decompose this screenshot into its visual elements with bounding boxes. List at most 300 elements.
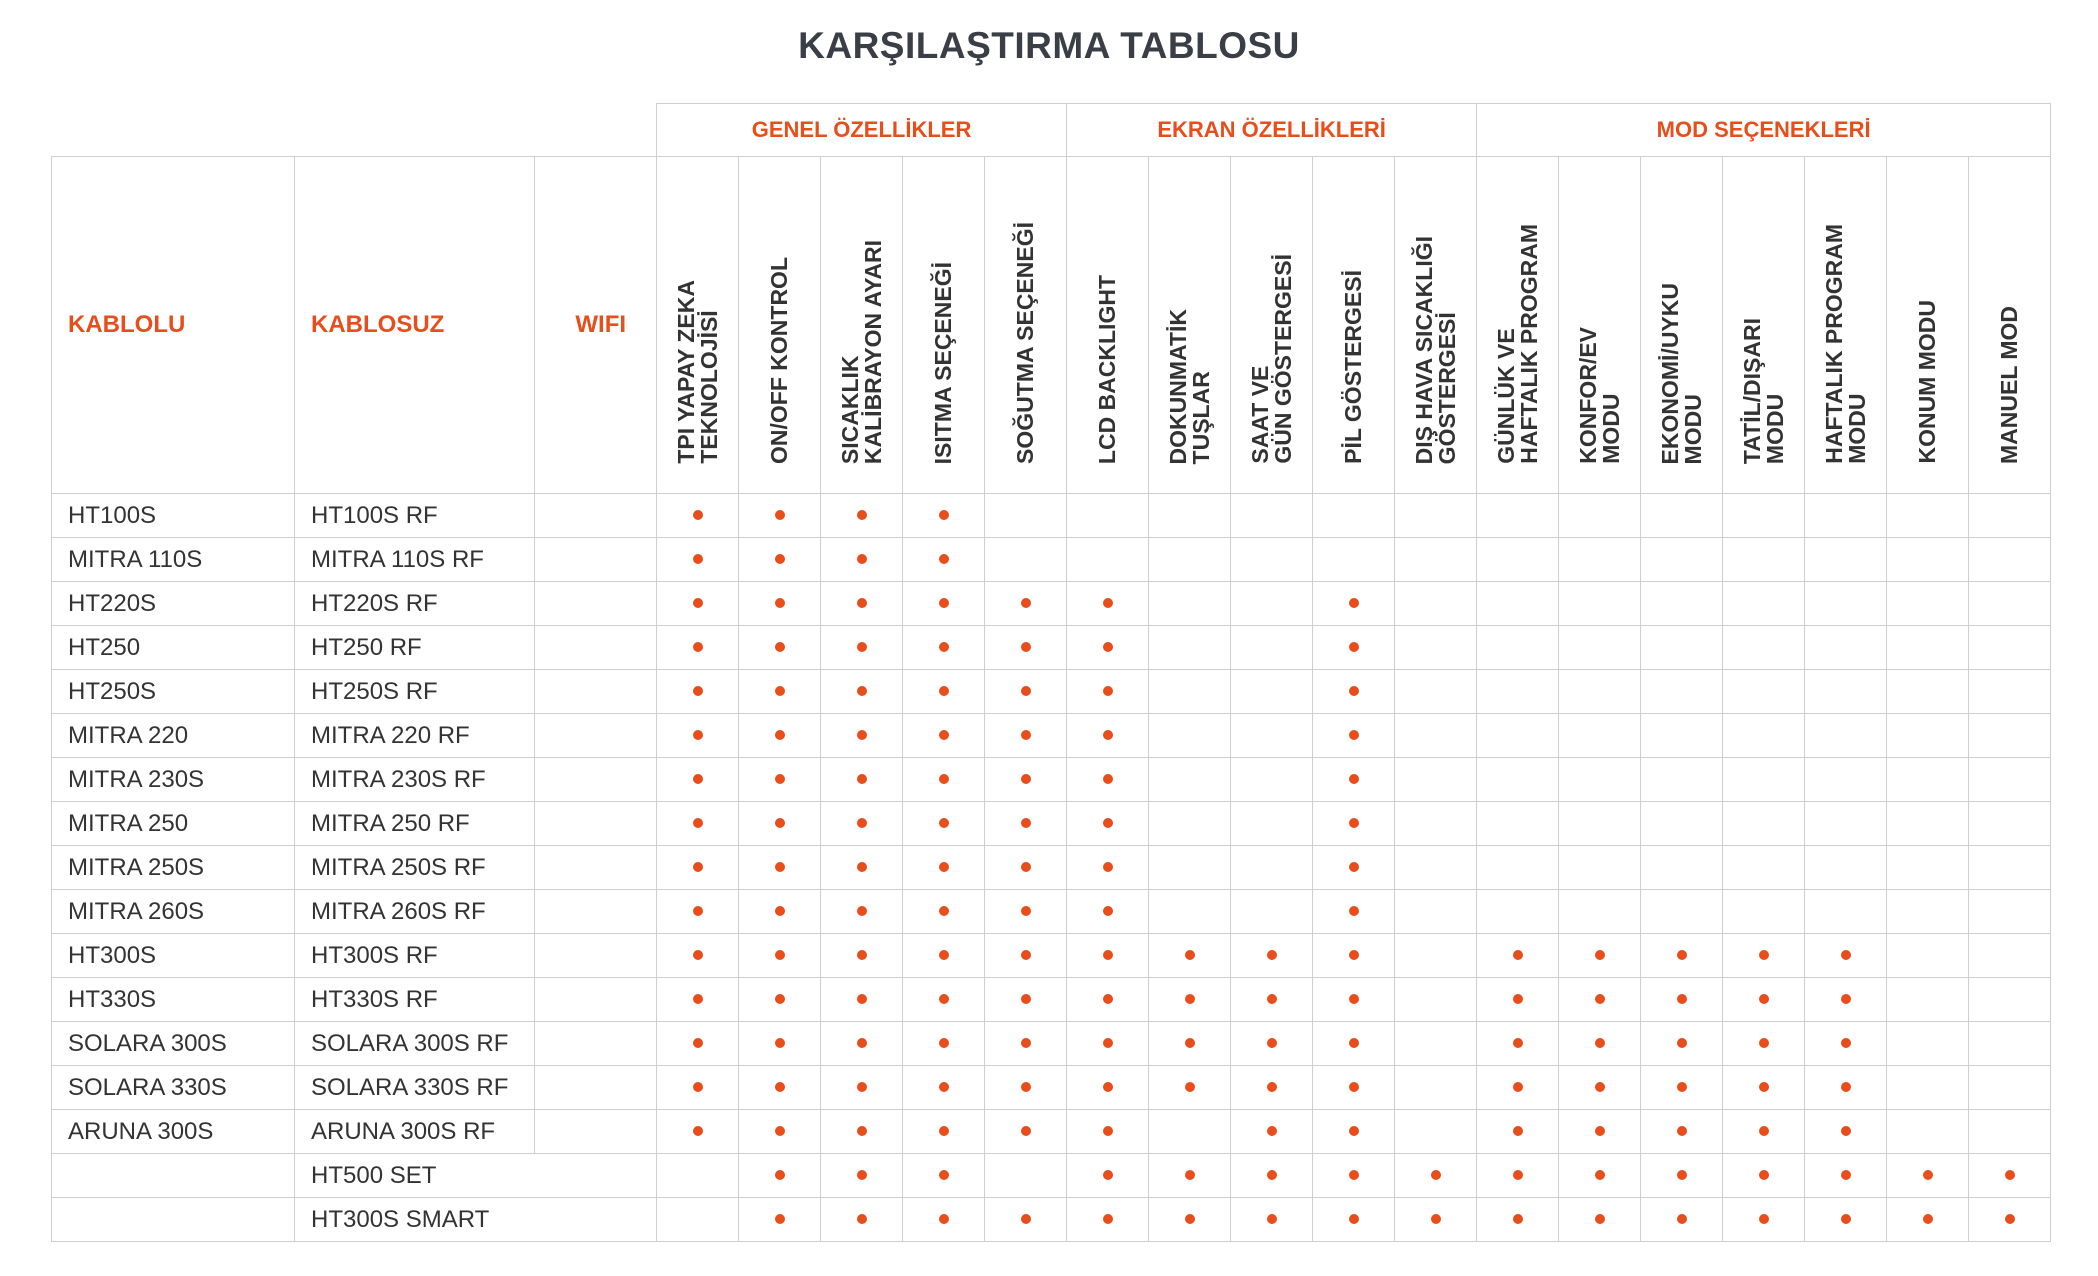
feature-cell (821, 802, 903, 846)
feature-dot-icon (1595, 994, 1605, 1004)
feature-cell (1477, 1022, 1559, 1066)
feature-dot-icon (1021, 730, 1031, 740)
feature-dot-icon (1021, 686, 1031, 696)
header-blank (52, 104, 657, 157)
feature-dot-icon (775, 730, 785, 740)
feature-header (1723, 157, 1805, 494)
table-row (52, 758, 2051, 802)
feature-cell (985, 1110, 1067, 1154)
feature-cell (1231, 670, 1313, 714)
cell-wifi (535, 758, 657, 802)
feature-dot-icon (1021, 1214, 1031, 1224)
feature-cell (1477, 890, 1559, 934)
header-wifi: WIFI (535, 157, 657, 494)
table-row (52, 494, 2051, 538)
feature-dot-icon (1349, 1214, 1359, 1224)
feature-cell (1313, 626, 1395, 670)
feature-cell (821, 1066, 903, 1110)
feature-cell (739, 1022, 821, 1066)
feature-cell (1969, 890, 2051, 934)
cell-wifi (535, 802, 657, 846)
feature-cell (1641, 1066, 1723, 1110)
feature-dot-icon (857, 1214, 867, 1224)
feature-cell (739, 494, 821, 538)
feature-cell (1559, 538, 1641, 582)
feature-cell (1395, 1154, 1477, 1198)
cell-kablosuz: ARUNA 300S RF (295, 1110, 535, 1154)
feature-dot-icon (775, 1170, 785, 1180)
feature-cell (1723, 714, 1805, 758)
feature-dot-icon (1923, 1170, 1933, 1180)
feature-cell (1887, 802, 1969, 846)
feature-dot-icon (1759, 1038, 1769, 1048)
feature-cell (1231, 626, 1313, 670)
feature-dot-icon (775, 950, 785, 960)
cell-kablolu: MITRA 110S (52, 538, 295, 582)
feature-dot-icon (939, 642, 949, 652)
feature-cell (1313, 978, 1395, 1022)
feature-cell (985, 846, 1067, 890)
feature-cell (1641, 1198, 1723, 1242)
cell-kablolu: HT100S (52, 494, 295, 538)
feature-cell (739, 802, 821, 846)
feature-dot-icon (693, 510, 703, 520)
feature-cell (1723, 934, 1805, 978)
feature-cell (1887, 890, 1969, 934)
feature-header (821, 157, 903, 494)
feature-dot-icon (775, 598, 785, 608)
feature-dot-icon (1513, 950, 1523, 960)
feature-cell (1313, 890, 1395, 934)
feature-cell (1559, 494, 1641, 538)
feature-cell (1805, 978, 1887, 1022)
feature-label: EKONOMİ/UYKU MODU (1656, 282, 1706, 464)
feature-dot-icon (857, 994, 867, 1004)
feature-cell (985, 582, 1067, 626)
feature-cell (1969, 1066, 2051, 1110)
feature-cell (1805, 758, 1887, 802)
feature-dot-icon (1021, 994, 1031, 1004)
feature-cell (985, 978, 1067, 1022)
table-row (52, 978, 2051, 1022)
feature-dot-icon (939, 1038, 949, 1048)
feature-cell (1149, 670, 1231, 714)
table-row (52, 1154, 2051, 1198)
feature-dot-icon (1021, 950, 1031, 960)
comparison-table (51, 103, 2051, 1242)
feature-cell (1641, 846, 1723, 890)
feature-label: KONFOR/EV MODU (1574, 327, 1624, 464)
cell-kablolu: HT330S (52, 978, 295, 1022)
feature-dot-icon (1021, 1126, 1031, 1136)
feature-dot-icon (1677, 950, 1687, 960)
feature-cell (739, 538, 821, 582)
feature-cell (1723, 1066, 1805, 1110)
feature-cell (1969, 494, 2051, 538)
feature-cell (1559, 1022, 1641, 1066)
feature-dot-icon (693, 818, 703, 828)
feature-dot-icon (1349, 1038, 1359, 1048)
feature-cell (657, 802, 739, 846)
feature-dot-icon (1841, 950, 1851, 960)
feature-cell (821, 1022, 903, 1066)
feature-dot-icon (1841, 1082, 1851, 1092)
feature-cell (903, 978, 985, 1022)
feature-header (903, 157, 985, 494)
feature-cell (985, 714, 1067, 758)
feature-cell (1559, 1154, 1641, 1198)
feature-cell (1313, 1198, 1395, 1242)
feature-dot-icon (1759, 950, 1769, 960)
feature-dot-icon (939, 1126, 949, 1136)
feature-cell (1887, 1066, 1969, 1110)
feature-cell (1395, 1066, 1477, 1110)
feature-cell (1969, 1022, 2051, 1066)
cell-kablolu (52, 1198, 295, 1242)
feature-cell (1805, 890, 1887, 934)
feature-cell (903, 494, 985, 538)
cell-kablolu (52, 1154, 295, 1198)
feature-dot-icon (1185, 1214, 1195, 1224)
table-row (52, 1198, 2051, 1242)
feature-cell (657, 494, 739, 538)
feature-header (739, 157, 821, 494)
feature-cell (1559, 714, 1641, 758)
table-row (52, 802, 2051, 846)
feature-dot-icon (1923, 1214, 1933, 1224)
feature-cell (1559, 1198, 1641, 1242)
feature-cell (821, 494, 903, 538)
feature-cell (657, 670, 739, 714)
feature-dot-icon (1267, 1038, 1277, 1048)
feature-cell (903, 802, 985, 846)
feature-dot-icon (775, 510, 785, 520)
feature-dot-icon (857, 510, 867, 520)
feature-header (657, 157, 739, 494)
feature-dot-icon (939, 686, 949, 696)
feature-cell (1805, 1066, 1887, 1110)
feature-cell (657, 1198, 739, 1242)
feature-dot-icon (1267, 1126, 1277, 1136)
feature-cell (1559, 846, 1641, 890)
feature-cell (1805, 934, 1887, 978)
feature-cell (821, 626, 903, 670)
feature-dot-icon (1021, 862, 1031, 872)
feature-cell (1231, 890, 1313, 934)
feature-cell (1313, 670, 1395, 714)
feature-dot-icon (1513, 1082, 1523, 1092)
feature-dot-icon (1103, 818, 1113, 828)
feature-cell (985, 1198, 1067, 1242)
feature-cell (1641, 494, 1723, 538)
feature-cell (1805, 626, 1887, 670)
feature-label: SAAT VE GÜN GÖSTERGESİ (1246, 254, 1296, 464)
feature-dot-icon (1677, 1038, 1687, 1048)
feature-label: KONUM MODU (1914, 300, 1941, 464)
cell-kablosuz: MITRA 110S RF (295, 538, 535, 582)
feature-dot-icon (1349, 950, 1359, 960)
feature-dot-icon (693, 774, 703, 784)
cell-kablolu: MITRA 260S (52, 890, 295, 934)
feature-dot-icon (1103, 1126, 1113, 1136)
feature-cell (1231, 1110, 1313, 1154)
feature-dot-icon (693, 1038, 703, 1048)
feature-cell (657, 890, 739, 934)
feature-cell (739, 890, 821, 934)
feature-cell (1395, 714, 1477, 758)
feature-dot-icon (775, 1038, 785, 1048)
feature-cell (1477, 494, 1559, 538)
feature-header (1477, 157, 1559, 494)
cell-kablosuz: MITRA 250S RF (295, 846, 535, 890)
feature-dot-icon (1595, 1038, 1605, 1048)
feature-label: SOĞUTMA SEÇENEĞİ (1012, 222, 1039, 464)
feature-cell (1067, 1066, 1149, 1110)
feature-dot-icon (1595, 1170, 1605, 1180)
feature-cell (657, 714, 739, 758)
feature-cell (1231, 582, 1313, 626)
feature-dot-icon (1841, 1038, 1851, 1048)
feature-cell (1559, 758, 1641, 802)
feature-dot-icon (1185, 1038, 1195, 1048)
feature-dot-icon (775, 686, 785, 696)
feature-dot-icon (939, 994, 949, 1004)
feature-cell (1969, 1154, 2051, 1198)
feature-cell (1641, 626, 1723, 670)
cell-kablolu: HT300S (52, 934, 295, 978)
feature-dot-icon (1103, 730, 1113, 740)
cell-kablosuz: MITRA 220 RF (295, 714, 535, 758)
feature-dot-icon (693, 862, 703, 872)
feature-cell (985, 1066, 1067, 1110)
feature-dot-icon (693, 950, 703, 960)
feature-header (1887, 157, 1969, 494)
feature-cell (1887, 626, 1969, 670)
feature-cell (1149, 1066, 1231, 1110)
feature-dot-icon (1185, 950, 1195, 960)
feature-dot-icon (1267, 994, 1277, 1004)
feature-cell (1231, 1198, 1313, 1242)
cell-kablolu: SOLARA 300S (52, 1022, 295, 1066)
feature-dot-icon (1759, 1126, 1769, 1136)
feature-cell (821, 758, 903, 802)
cell-kablolu: MITRA 250S (52, 846, 295, 890)
feature-dot-icon (1103, 642, 1113, 652)
feature-cell (1313, 846, 1395, 890)
feature-label: DOKUNMATİK TUŞLAR (1164, 308, 1214, 464)
header-kablolu: KABLOLU (52, 157, 295, 494)
cell-kablolu: ARUNA 300S (52, 1110, 295, 1154)
cell-kablosuz: HT220S RF (295, 582, 535, 626)
feature-cell (1149, 802, 1231, 846)
feature-cell (1559, 626, 1641, 670)
table-row (52, 1066, 2051, 1110)
feature-dot-icon (857, 818, 867, 828)
feature-cell (985, 802, 1067, 846)
feature-cell (1887, 494, 1969, 538)
feature-cell (1641, 582, 1723, 626)
feature-dot-icon (1513, 1126, 1523, 1136)
feature-dot-icon (775, 1214, 785, 1224)
feature-cell (1313, 582, 1395, 626)
feature-cell (821, 934, 903, 978)
feature-cell (1395, 1198, 1477, 1242)
feature-dot-icon (939, 1170, 949, 1180)
feature-cell (1559, 1066, 1641, 1110)
feature-dot-icon (857, 642, 867, 652)
feature-cell (985, 1154, 1067, 1198)
feature-cell (1149, 626, 1231, 670)
feature-cell (1887, 582, 1969, 626)
feature-cell (1395, 1022, 1477, 1066)
feature-cell (903, 714, 985, 758)
feature-dot-icon (1349, 774, 1359, 784)
cell-kablosuz: HT300S RF (295, 934, 535, 978)
group-ekran: EKRAN ÖZELLİKLERİ (1067, 104, 1477, 157)
feature-cell (1231, 494, 1313, 538)
feature-dot-icon (857, 862, 867, 872)
feature-cell (1149, 582, 1231, 626)
feature-cell (739, 1154, 821, 1198)
feature-cell (1969, 802, 2051, 846)
cell-wifi (535, 670, 657, 714)
feature-dot-icon (1021, 598, 1031, 608)
feature-cell (1887, 714, 1969, 758)
feature-cell (657, 758, 739, 802)
feature-cell (739, 978, 821, 1022)
feature-dot-icon (1513, 1214, 1523, 1224)
cell-kablosuz: SOLARA 300S RF (295, 1022, 535, 1066)
feature-cell (1395, 802, 1477, 846)
feature-cell (657, 1154, 739, 1198)
feature-cell (903, 1022, 985, 1066)
cell-kablosuz: HT300S SMART (295, 1198, 657, 1242)
cell-wifi (535, 978, 657, 1022)
feature-dot-icon (1595, 1126, 1605, 1136)
feature-cell (1231, 978, 1313, 1022)
feature-dot-icon (693, 1126, 703, 1136)
feature-dot-icon (939, 950, 949, 960)
feature-dot-icon (1103, 994, 1113, 1004)
feature-dot-icon (1103, 598, 1113, 608)
feature-dot-icon (1513, 1170, 1523, 1180)
feature-dot-icon (775, 862, 785, 872)
feature-dot-icon (1841, 994, 1851, 1004)
feature-cell (821, 538, 903, 582)
feature-dot-icon (1349, 818, 1359, 828)
feature-cell (821, 714, 903, 758)
feature-label: MANUEL MOD (1996, 305, 2023, 464)
feature-label: HAFTALIK PROGRAM MODU (1820, 224, 1870, 464)
page-title: KARŞILAŞTIRMA TABLOSU (798, 25, 1300, 66)
feature-cell (1067, 1154, 1149, 1198)
feature-cell (1559, 670, 1641, 714)
feature-cell (1641, 802, 1723, 846)
feature-cell (1231, 1022, 1313, 1066)
feature-cell (657, 1110, 739, 1154)
feature-cell (1477, 582, 1559, 626)
feature-cell (1723, 978, 1805, 1022)
feature-cell (1805, 846, 1887, 890)
feature-cell (1231, 1154, 1313, 1198)
feature-label: GÜNLÜK VE HAFTALIK PROGRAM (1492, 224, 1542, 464)
feature-cell (1395, 758, 1477, 802)
feature-cell (1641, 758, 1723, 802)
feature-cell (1313, 758, 1395, 802)
feature-cell (1805, 1022, 1887, 1066)
feature-cell (1723, 802, 1805, 846)
feature-cell (1477, 714, 1559, 758)
feature-dot-icon (1021, 906, 1031, 916)
feature-cell (1887, 1198, 1969, 1242)
feature-cell (1805, 1154, 1887, 1198)
feature-dot-icon (939, 598, 949, 608)
feature-cell (1067, 1022, 1149, 1066)
feature-cell (1067, 1110, 1149, 1154)
feature-dot-icon (1841, 1214, 1851, 1224)
feature-cell (1969, 1110, 2051, 1154)
cell-wifi (535, 846, 657, 890)
feature-cell (1723, 1022, 1805, 1066)
feature-cell (739, 626, 821, 670)
feature-dot-icon (693, 598, 703, 608)
feature-dot-icon (857, 1038, 867, 1048)
feature-dot-icon (1431, 1170, 1441, 1180)
feature-cell (1313, 494, 1395, 538)
feature-dot-icon (1349, 1126, 1359, 1136)
feature-cell (903, 670, 985, 714)
feature-cell (1477, 978, 1559, 1022)
feature-cell (903, 934, 985, 978)
feature-cell (821, 978, 903, 1022)
cell-wifi (535, 890, 657, 934)
feature-cell (739, 582, 821, 626)
feature-dot-icon (1349, 862, 1359, 872)
feature-dot-icon (1349, 906, 1359, 916)
feature-header (985, 157, 1067, 494)
feature-cell (1887, 538, 1969, 582)
feature-cell (739, 1110, 821, 1154)
feature-cell (903, 758, 985, 802)
feature-cell (1559, 978, 1641, 1022)
header-kablosuz: KABLOSUZ (295, 157, 535, 494)
feature-cell (1149, 494, 1231, 538)
feature-cell (1805, 670, 1887, 714)
feature-label: TPI YAPAY ZEKA TEKNOLOJİSİ (672, 280, 722, 464)
feature-cell (1641, 1110, 1723, 1154)
cell-wifi (535, 1110, 657, 1154)
feature-dot-icon (1677, 1214, 1687, 1224)
feature-cell (1395, 934, 1477, 978)
feature-cell (821, 670, 903, 714)
cell-kablolu: HT220S (52, 582, 295, 626)
feature-cell (1641, 978, 1723, 1022)
feature-dot-icon (857, 598, 867, 608)
table-row (52, 934, 2051, 978)
feature-cell (1231, 714, 1313, 758)
group-mod: MOD SEÇENEKLERİ (1477, 104, 2051, 157)
feature-dot-icon (1677, 1126, 1687, 1136)
feature-header (1641, 157, 1723, 494)
feature-dot-icon (939, 510, 949, 520)
feature-cell (657, 846, 739, 890)
feature-cell (1067, 626, 1149, 670)
feature-label: PİL GÖSTERGESİ (1340, 270, 1367, 464)
feature-cell (1477, 626, 1559, 670)
feature-cell (1395, 582, 1477, 626)
feature-cell (1067, 846, 1149, 890)
feature-cell (1149, 934, 1231, 978)
